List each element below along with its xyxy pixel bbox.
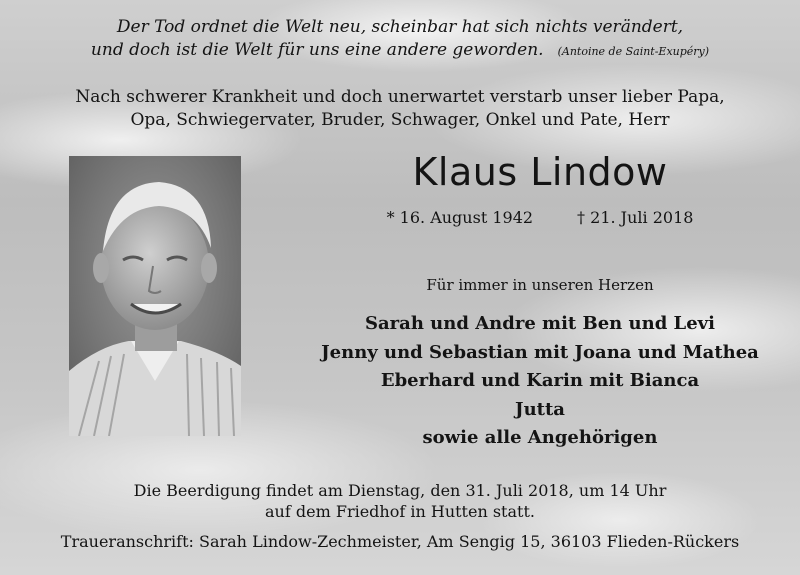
intro-line-2: Opa, Schwiegervater, Bruder, Schwager, Onkel und Pate, Herr [130, 110, 670, 130]
mourner-line: sowie alle Angehörigen [422, 427, 658, 448]
death-date: † 21. Juli 2018 [577, 208, 694, 227]
quote-line-2-text: und doch ist die Welt für uns eine andere geworden. [90, 40, 544, 60]
quote-line-2 [0, 39, 800, 63]
mourning-address: Traueranschrift: Sarah Lindow-Zechmeister, Am Sengig 15, 36103 Flieden-Rückers [60, 532, 740, 551]
birth-date: * 16. August 1942 [386, 208, 534, 227]
funeral-line-1: Die Beerdigung findet am Dienstag, den 31. Juli 2018, um 14 Uhr [133, 481, 667, 500]
mourner-line: Eberhard und Karin mit Bianca [380, 370, 700, 391]
funeral-info [0, 480, 800, 522]
quote-line-1: Der Tod ordnet die Welt neu, scheinbar hat sich nichts verändert, [116, 17, 684, 37]
quote-author: (Antoine de Saint-Exupéry) [557, 45, 710, 58]
intro-text [0, 86, 800, 132]
mourner-line: Jenny und Sebastian mit Joana und Mathea [321, 341, 759, 363]
mourners-list [280, 310, 800, 453]
mourner-line: Sarah und Andre mit Ben und Levi [365, 313, 715, 334]
mourner-line: Jutta [515, 398, 565, 420]
portrait-illustration [69, 156, 241, 436]
portrait-photo [69, 156, 241, 436]
intro-line-1: Nach schwerer Krankheit und doch unerwartet verstarb unser lieber Papa, [75, 87, 725, 107]
deceased-name: Klaus Lindow [412, 150, 668, 194]
life-dates [280, 208, 800, 227]
memorial-motto: Für immer in unseren Herzen [426, 276, 654, 294]
funeral-line-2: auf dem Friedhof in Hutten statt. [265, 502, 535, 521]
quote-block [0, 16, 800, 63]
